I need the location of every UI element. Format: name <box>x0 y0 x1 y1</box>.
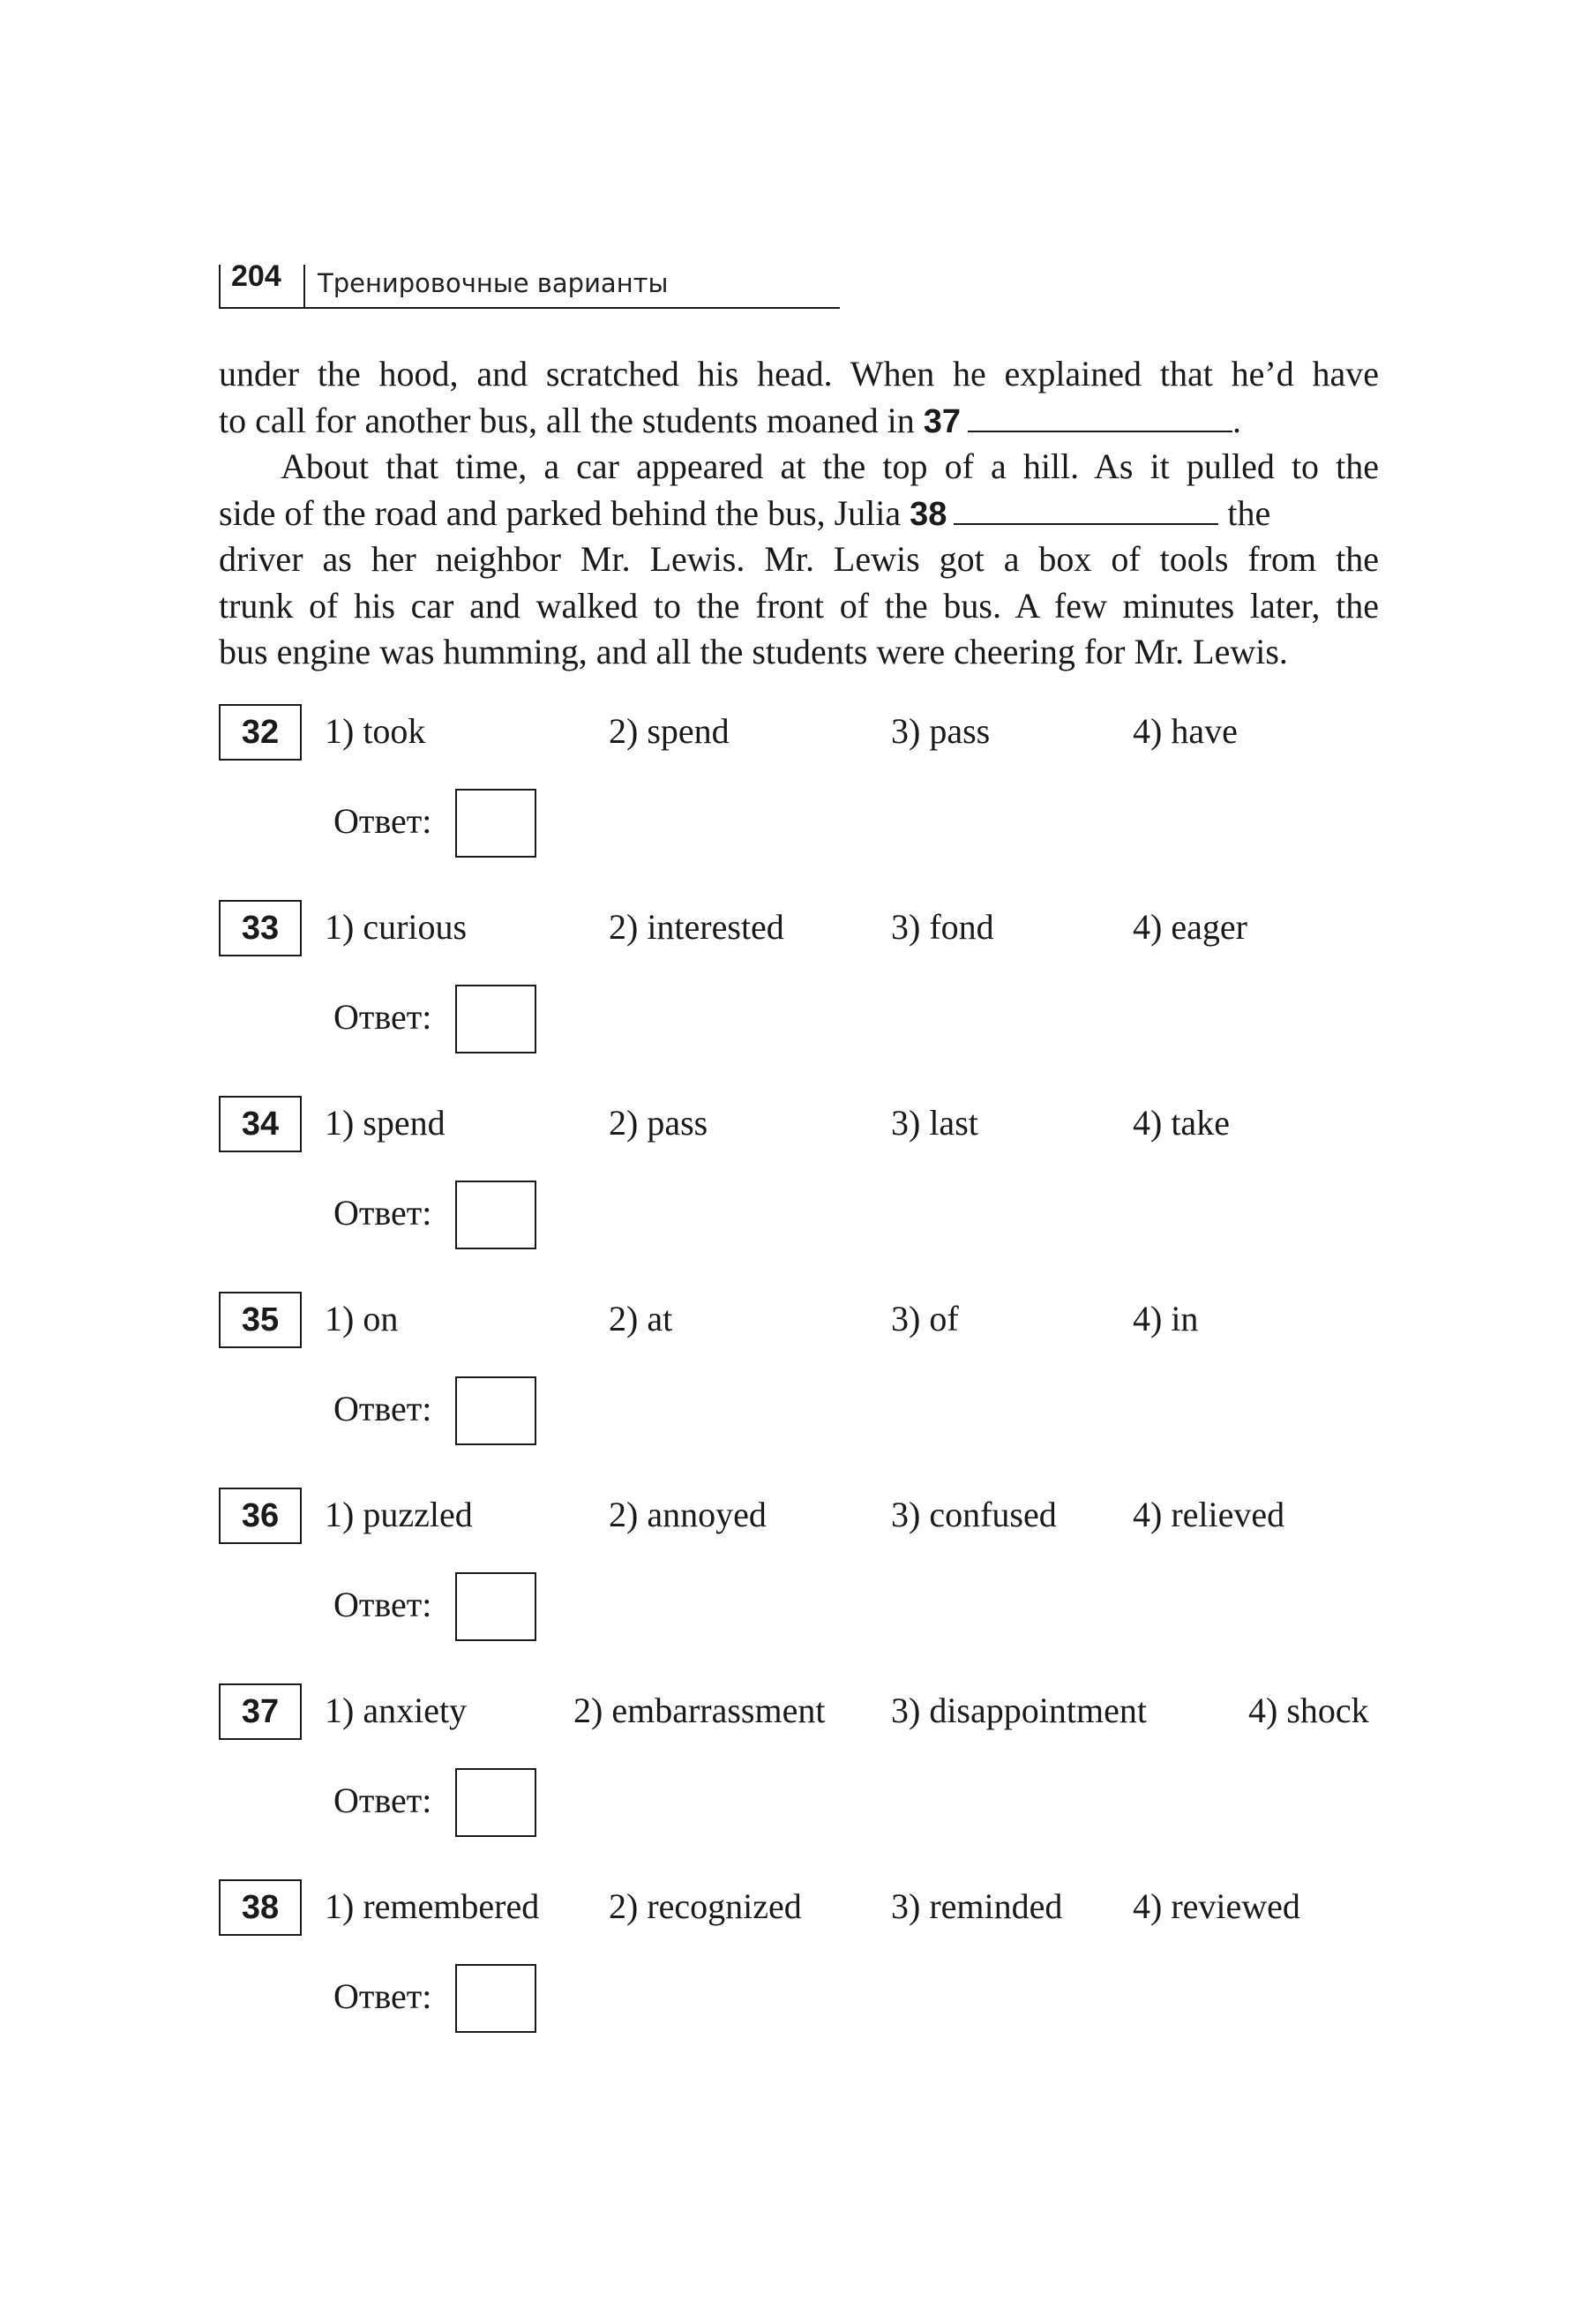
passage-text: . <box>1232 400 1241 440</box>
passage-line: under the hood, and scratched his head. When he explained that he’d have <box>219 354 1379 394</box>
option-1[interactable]: 1) took <box>325 711 426 751</box>
answer-label: Ответ: <box>333 1780 432 1820</box>
option-2[interactable]: 2) spend <box>609 711 730 751</box>
answer-label: Ответ: <box>333 1976 432 2016</box>
answer-label: Ответ: <box>333 1585 432 1624</box>
answer-box[interactable] <box>455 985 536 1053</box>
option-4[interactable]: 4) shock <box>1248 1691 1369 1730</box>
passage-line <box>219 491 1379 537</box>
option-2[interactable]: 2) interested <box>609 907 784 947</box>
gap-blank-38 <box>954 497 1218 525</box>
task-32 <box>219 704 1383 854</box>
answer-box[interactable] <box>455 1181 536 1249</box>
passage-line: bus engine was humming, and all the students were cheering for Mr. Lewis. <box>219 632 1288 671</box>
passage-text: side of the road and parked behind the bus, Julia <box>219 492 910 533</box>
answer-label: Ответ: <box>333 1193 432 1233</box>
answer-box[interactable] <box>455 789 536 858</box>
option-3[interactable]: 3) reminded <box>891 1886 1063 1926</box>
option-4[interactable]: 4) have <box>1133 711 1238 751</box>
header-left-rule <box>219 265 221 307</box>
option-1[interactable]: 1) spend <box>325 1103 446 1143</box>
option-4[interactable]: 4) reviewed <box>1133 1886 1300 1926</box>
option-3[interactable]: 3) disappointment <box>891 1691 1147 1730</box>
option-1[interactable]: 1) anxiety <box>325 1691 468 1730</box>
passage-line: trunk of his car and walked to the front of the bus. A few minutes later, the <box>219 585 1379 626</box>
task-36 <box>219 1488 1383 1638</box>
passage-line: driver as her neighbor Mr. Lewis. Mr. Lewis got a box of tools from the <box>219 539 1379 579</box>
option-1[interactable]: 1) on <box>325 1299 399 1338</box>
option-1[interactable]: 1) puzzled <box>325 1495 473 1534</box>
answer-box[interactable] <box>455 1376 536 1445</box>
running-header <box>219 258 840 309</box>
option-1[interactable]: 1) remembered <box>325 1886 540 1926</box>
option-2[interactable]: 2) at <box>609 1299 673 1338</box>
option-2[interactable]: 2) embarrassment <box>573 1691 826 1730</box>
question-number: 38 <box>219 1879 302 1936</box>
option-3[interactable]: 3) last <box>891 1103 978 1143</box>
answer-box[interactable] <box>455 1964 536 2033</box>
option-4[interactable]: 4) eager <box>1133 907 1247 947</box>
answer-label: Ответ: <box>333 801 432 841</box>
page-number: 204 <box>231 259 281 293</box>
passage-text: the <box>1218 492 1271 533</box>
option-1[interactable]: 1) curious <box>325 907 468 947</box>
option-4[interactable]: 4) in <box>1133 1299 1199 1338</box>
option-4[interactable]: 4) relieved <box>1133 1495 1285 1534</box>
gap-blank-37 <box>968 404 1232 432</box>
reading-passage <box>219 351 1379 676</box>
task-38 <box>219 1879 1383 2029</box>
question-number: 34 <box>219 1096 302 1152</box>
option-3[interactable]: 3) confused <box>891 1495 1057 1534</box>
answer-box[interactable] <box>455 1768 536 1837</box>
task-35 <box>219 1292 1383 1442</box>
option-3[interactable]: 3) fond <box>891 907 994 947</box>
section-title: Тренировочные варианты <box>318 268 669 298</box>
passage-line: About that time, a car appeared at the top of a hill. As it pulled to the <box>281 446 1379 486</box>
answer-label: Ответ: <box>333 1389 432 1428</box>
header-divider <box>303 265 305 307</box>
task-37 <box>219 1683 1383 1833</box>
question-number: 36 <box>219 1488 302 1544</box>
gap-number-37: 37 <box>923 402 961 440</box>
question-number: 32 <box>219 704 302 761</box>
option-2[interactable]: 2) annoyed <box>609 1495 767 1534</box>
answer-label: Ответ: <box>333 997 432 1037</box>
passage-text: to call for another bus, all the students moaned in <box>219 400 924 440</box>
passage-line <box>219 398 1379 445</box>
question-number: 37 <box>219 1683 302 1740</box>
answer-box[interactable] <box>455 1572 536 1641</box>
option-3[interactable]: 3) pass <box>891 711 991 751</box>
question-number: 35 <box>219 1292 302 1348</box>
option-3[interactable]: 3) of <box>891 1299 959 1338</box>
task-33 <box>219 900 1383 1050</box>
option-4[interactable]: 4) take <box>1133 1103 1230 1143</box>
gap-number-38: 38 <box>910 495 947 533</box>
option-2[interactable]: 2) recognized <box>609 1886 802 1926</box>
question-number: 33 <box>219 900 302 956</box>
task-34 <box>219 1096 1383 1246</box>
option-2[interactable]: 2) pass <box>609 1103 708 1143</box>
